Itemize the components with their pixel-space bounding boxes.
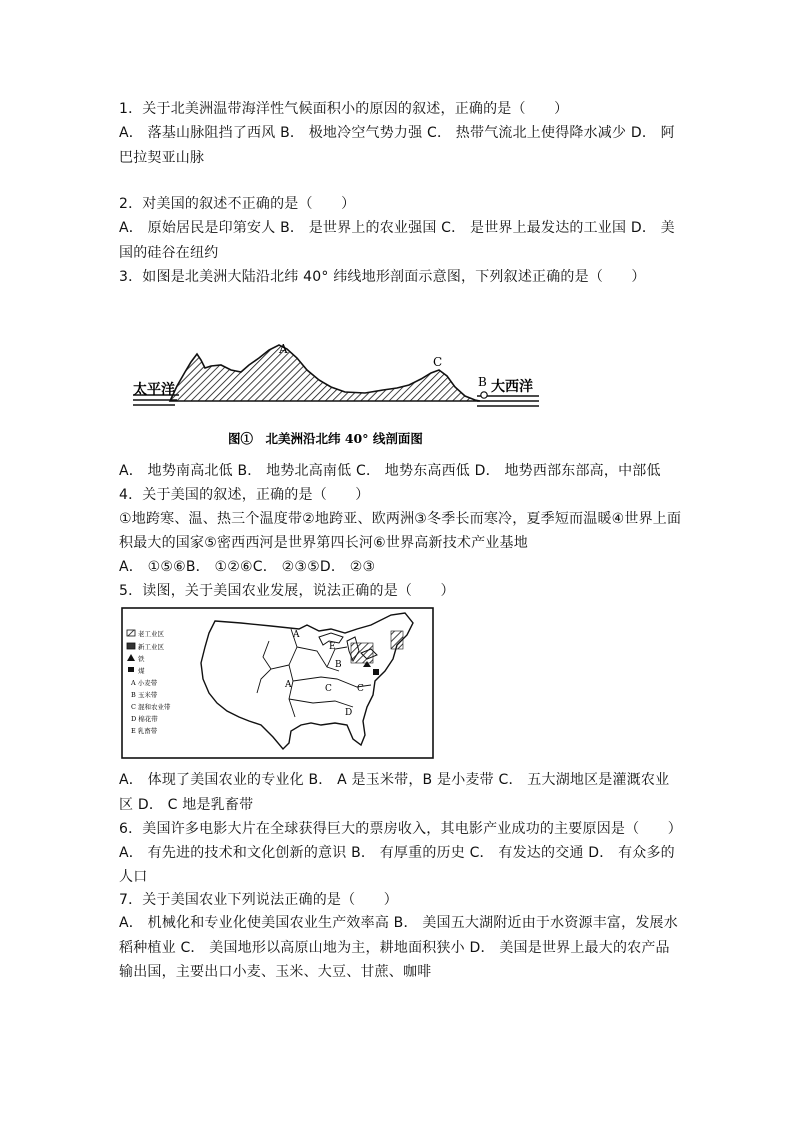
- q1-options-line-1: A． 落基山脉阻挡了西风 B． 极地冷空气势力强 C． 热带气流北上使得降水减少 D． 阿: [119, 125, 675, 141]
- legend-label-dairy-belt: E 乳畜带: [131, 727, 158, 735]
- q6-options-line-2: 人口: [119, 869, 148, 885]
- label-pacific-ocean: 太平洋: [133, 382, 175, 398]
- legend-label-iron: 铁: [138, 655, 145, 663]
- terrain-profile: [170, 345, 480, 401]
- q2-options-line-1: A． 原始居民是印第安人 B． 是世界上的农业强国 C． 是世界上最发达的工业国 D． 美: [119, 220, 675, 236]
- label-point-c: C: [433, 355, 443, 369]
- legend-label-new-industrial: 新工业区: [138, 643, 164, 651]
- q4-statements-line-1: ①地跨寒、温、热三个温度带②地跨亚、欧两洲③冬季长而寒冷，夏季短而温暖④世界上面: [119, 511, 682, 527]
- region-label-a-west: A: [285, 680, 292, 690]
- region-label-b: B: [335, 660, 342, 670]
- q4-options: A． ①⑤⑥B． ①②⑥C． ②③⑤D． ②③: [119, 559, 376, 575]
- old-industrial-area-2: [391, 631, 403, 649]
- q2-stem: 2．对美国的叙述不正确的是（ ）: [119, 196, 356, 212]
- legend-label-mixed-farming-belt: C 混和农业带: [131, 703, 171, 711]
- q3-options: A． 地势南高北低 B． 地势北高南低 C． 地势东高西低 D． 地势西部东部高，中部低: [119, 463, 661, 479]
- q7-stem: 7．关于美国农业下列说法正确的是（ ）: [119, 892, 398, 908]
- q5-stem: 5．读图，关于美国农业发展，说法正确的是（ ）: [119, 583, 455, 599]
- legend-label-cotton-belt: D 棉花带: [131, 715, 158, 723]
- q2-options-line-2: 国的硅谷在纽约: [119, 245, 219, 261]
- new-industrial-area: [373, 669, 379, 675]
- q6-stem: 6．美国许多电影大片在全球获得巨大的票房收入，其电影产业成功的主要原因是（ ）: [119, 821, 682, 837]
- old-industrial-area: [351, 643, 373, 663]
- q1-options-line-2: 巴拉契亚山脉: [119, 150, 205, 166]
- figure-caption: 图① 北美洲沿北纬 40° 线剖面图: [228, 431, 423, 446]
- legend-label-coal: 煤: [138, 667, 145, 675]
- legend-label-old-industrial: 老工业区: [138, 630, 164, 638]
- q1-stem: 1．关于北美洲温带海洋性气候面积小的原因的叙述，正确的是（ ）: [119, 101, 569, 117]
- legend-label-wheat-belt: A 小麦带: [131, 679, 158, 687]
- q4-statements-line-2: 积最大的国家⑤密西西河是世界第四长河⑥世界高新技术产业基地: [119, 535, 528, 551]
- region-label-e: E: [329, 642, 336, 652]
- label-atlantic-ocean: 大西洋: [491, 379, 533, 395]
- q5-options-line-2: 区 D． C 地是乳畜带: [119, 797, 254, 813]
- q5-options-line-1: A． 体现了美国农业的专业化 B． A 是玉米带，B 是小麦带 C． 五大湖地区是灌溉农业: [119, 772, 670, 788]
- us-agriculture-map: [121, 607, 434, 759]
- q3-stem: 3．如图是北美洲大陆沿北纬 40° 纬线地形剖面示意图，下列叙述正确的是（ ）: [119, 269, 646, 285]
- legend-old-industrial-swatch: [127, 630, 135, 636]
- label-point-b: B: [478, 375, 487, 389]
- legend-label-corn-belt: B 玉米带: [131, 691, 158, 699]
- region-label-a-north: A: [293, 630, 300, 640]
- terrain-profile-figure: [125, 332, 545, 452]
- q6-options-line-1: A． 有先进的技术和文化创新的意识 B． 有厚重的历史 C． 有发达的交通 D． 有众多的: [119, 845, 675, 861]
- map-frame: [122, 608, 433, 758]
- q7-options-line-3: 输出国，主要出口小麦、玉米、大豆、甘蔗、咖啡: [119, 964, 432, 980]
- region-label-d: D: [345, 708, 353, 718]
- q4-stem: 4．关于美国的叙述，正确的是（ ）: [119, 487, 370, 503]
- region-label-c-east: C: [357, 684, 364, 694]
- legend-new-industrial-swatch: [127, 643, 135, 649]
- q7-options-line-2: 稻种植业 C． 美国地形以高原山地为主，耕地面积狭小 D． 美国是世界上最大的农产品: [119, 940, 670, 956]
- legend-coal-icon: [128, 667, 134, 672]
- label-point-a: A: [279, 342, 288, 356]
- q7-options-line-1: A． 机械化和专业化使美国农业生产效率高 B． 美国五大湖附近由于水资源丰富，发展水: [119, 915, 678, 931]
- region-label-c-west: C: [325, 684, 332, 694]
- point-b-marker: [481, 392, 487, 398]
